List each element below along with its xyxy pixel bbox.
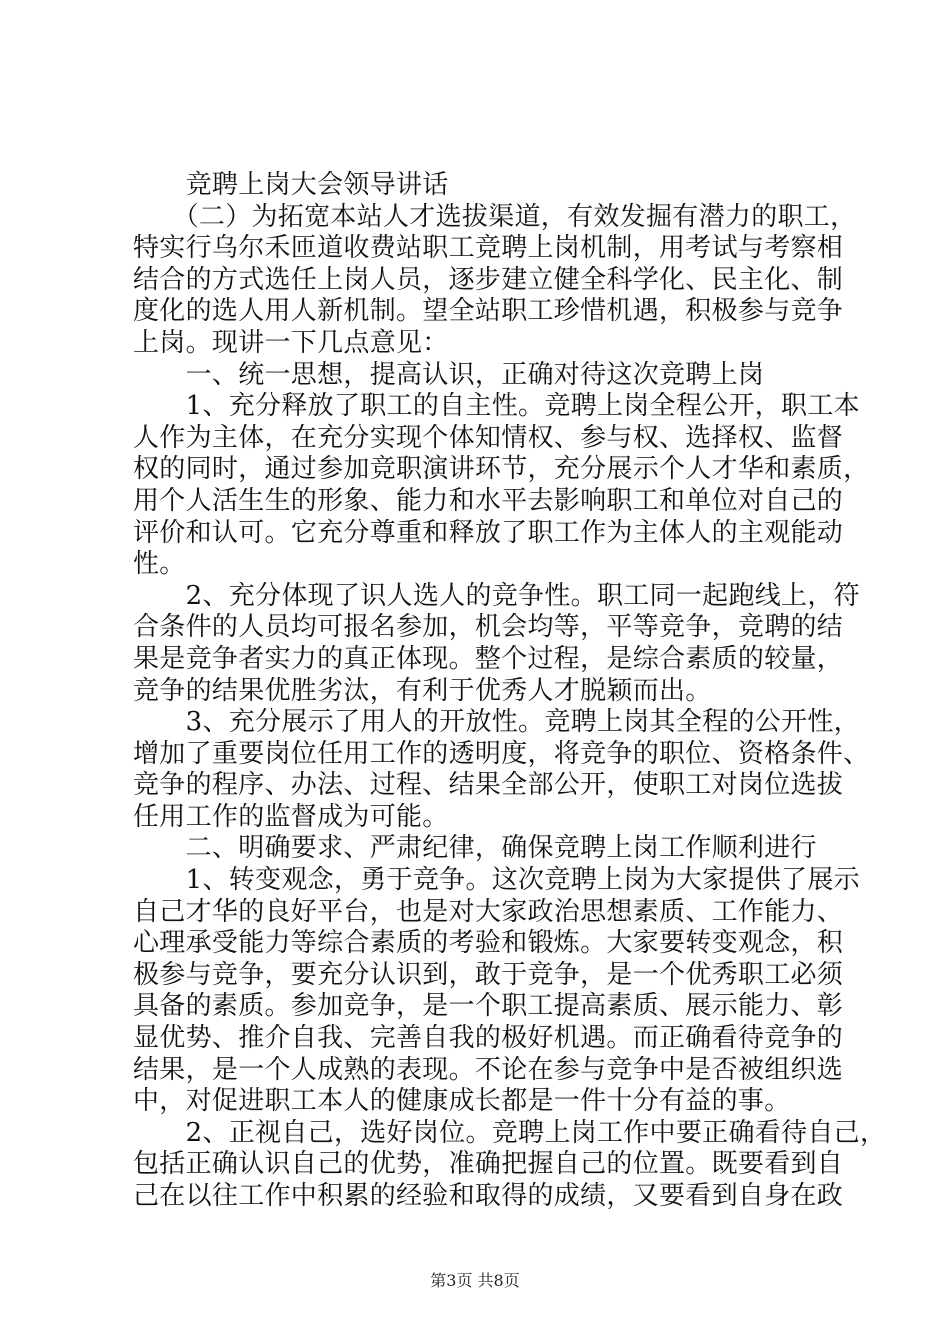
text-line: 极参与竞争，要充分认识到，敢于竞争，是一个优秀职工必须 (133, 959, 844, 990)
text-line: 2、充分体现了识人选人的竞争性。职工同一起跑线上，符 (133, 580, 860, 611)
text-line: 度化的选人用人新机制。望全站职工珍惜机遇，积极参与竞争 (133, 296, 844, 327)
text-line: 果是竞争者实力的真正体现。整个过程，是综合素质的较量， (133, 643, 844, 674)
text-line: （二）为拓宽本站人才选拔渠道，有效发掘有潜力的职工， (133, 201, 857, 232)
text-line: 评价和认可。它充分尊重和释放了职工作为主体人的主观能动 (133, 517, 844, 548)
text-line: 竞争的结果优胜劣汰，有利于优秀人才脱颖而出。 (133, 675, 712, 706)
text-line: 3、充分展示了用人的开放性。竞聘上岗其全程的公开性， (133, 707, 860, 738)
text-line: 中，对促进职工本人的健康成长都是一件十分有益的事。 (133, 1086, 791, 1117)
section-heading-2: 二、明确要求、严肃纪律，确保竞聘上岗工作顺利进行 (133, 833, 817, 864)
text-line: 1、充分释放了职工的自主性。竞聘上岗全程公开，职工本 (133, 391, 860, 422)
text-line: 结合的方式选任上岗人员，逐步建立健全科学化、民主化、制 (133, 264, 844, 295)
text-line: 用个人活生生的形象、能力和水平去影响职工和单位对自己的 (133, 485, 844, 516)
text-line: 自己才华的良好平台，也是对大家政治思想素质、工作能力、 (133, 896, 844, 927)
text-line: 己在以往工作中积累的经验和取得的成绩，又要看到自身在政 (133, 1181, 844, 1211)
text-line: 增加了重要岗位任用工作的透明度，将竞争的职位、资格条件、 (133, 738, 870, 769)
text-line: 特实行乌尔禾匝道收费站职工竞聘上岗机制，用考试与考察相 (133, 233, 844, 264)
text-line: 任用工作的监督成为可能。 (133, 801, 449, 832)
text-line: 人作为主体，在充分实现个体知情权、参与权、选择权、监督 (133, 422, 844, 453)
text-line: 权的同时，通过参加竞职演讲环节，充分展示个人才华和素质， (133, 454, 870, 485)
text-line: 1、转变观念，勇于竞争。这次竞聘上岗为大家提供了展示 (133, 865, 860, 896)
text-line: 心理承受能力等综合素质的考验和锻炼。大家要转变观念，积 (133, 928, 844, 959)
text-line: 包括正确认识自己的优势，准确把握自己的位置。既要看到自 (133, 1149, 844, 1180)
text-line: 结果，是一个人成熟的表现。不论在参与竞争中是否被组织选 (133, 1054, 844, 1085)
text-line: 合条件的人员均可报名参加，机会均等，平等竞争，竞聘的结 (133, 612, 844, 643)
text-line: 上岗。现讲一下几点意见： (133, 327, 449, 358)
section-heading-1: 一、统一思想，提高认识，正确对待这次竞聘上岗 (133, 359, 765, 390)
text-line: 竞争的程序、办法、过程、结果全部公开，使职工对岗位选拔 (133, 770, 844, 801)
text-line: 显优势、推介自我、完善自我的极好机遇。而正确看待竞争的 (133, 1023, 844, 1054)
text-line: 2、正视自己，选好岗位。竞聘上岗工作中要正确看待自己， (133, 1117, 887, 1148)
text-line: 性。 (133, 549, 186, 580)
document-title: 竞聘上岗大会领导讲话 (133, 170, 449, 200)
page-number-footer: 第3页 共8页 (430, 1271, 520, 1290)
document-body (133, 170, 887, 1213)
text-line: 具备的素质。参加竞争，是一个职工提高素质、展示能力、彰 (133, 991, 844, 1022)
